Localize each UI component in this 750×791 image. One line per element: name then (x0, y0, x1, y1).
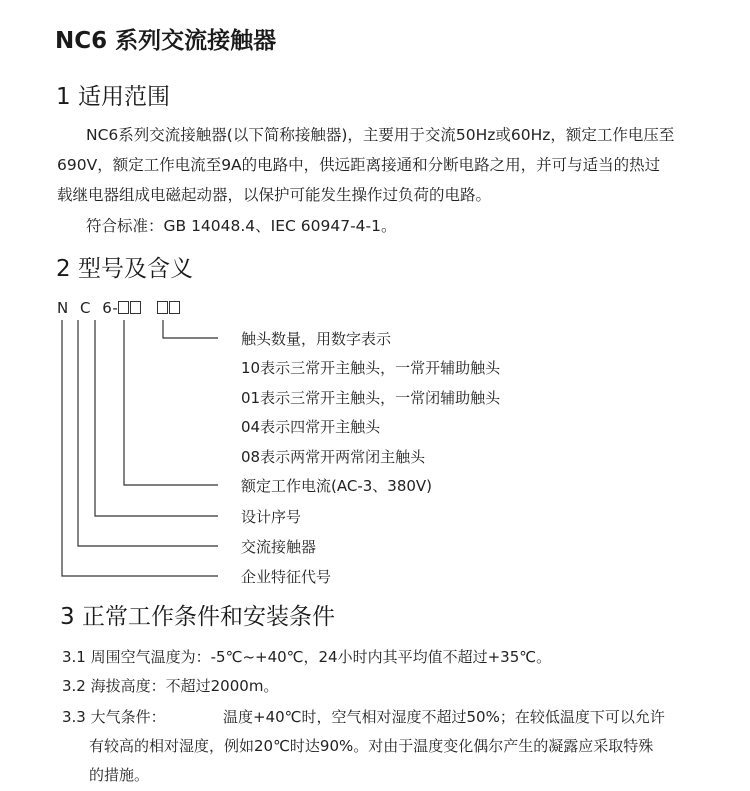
condition-3-3-cont-1: 有较高的相对湿度，例如20℃时达90%。对由于温度变化偶尔产生的凝露应采取特殊 (89, 737, 654, 755)
label-option-10: 10表示三常开主触头，一常开辅助触头 (241, 359, 501, 377)
line-design-number (95, 320, 218, 516)
section-1-para-line-1: NC6系列交流接触器(以下简称接触器)，主要用于交流50Hz或60Hz，额定工作电压至 (86, 126, 675, 144)
code-letter-n: N (57, 299, 69, 317)
section-1-para-line-3: 载继电器组成电磁起动器，以保护可能发生操作过负荷的电路。 (57, 186, 492, 204)
code-digit-6: 6 (102, 299, 113, 317)
condition-3-3-number: 3.3 (62, 708, 86, 726)
condition-3-1 (62, 643, 551, 672)
section-1-standard: 符合标准：GB 14048.4、IEC 60947-4-1。 (86, 217, 397, 235)
condition-3-1-text: 周围空气温度为：-5℃~+40℃，24小时内其平均值不超过+35℃。 (90, 648, 552, 666)
section-2-heading: 2 型号及含义 (56, 256, 193, 282)
condition-3-2 (62, 672, 278, 701)
condition-3-3-cont-2: 的措施。 (89, 766, 150, 784)
label-option-08: 08表示两常开两常闭主触头 (241, 448, 426, 466)
code-dash: - (112, 299, 119, 317)
code-letter-c: C (80, 299, 91, 317)
line-enterprise-code (62, 320, 218, 576)
label-option-01: 01表示三常开主触头，一常闭辅助触头 (241, 389, 501, 407)
page-title: NC6 系列交流接触器 (55, 28, 277, 54)
label-contact-count: 触头数量，用数字表示 (241, 330, 392, 348)
condition-3-2-number: 3.2 (62, 677, 86, 695)
label-rated-current: 额定工作电流(AC-3、380V) (241, 477, 433, 495)
condition-3-3-text: 温度+40℃时，空气相对湿度不超过50%；在较低温度下可以允许 (223, 708, 665, 726)
label-enterprise-code: 企业特征代号 (241, 568, 332, 586)
line-rated-current (124, 320, 218, 485)
line-contact-count (163, 320, 218, 338)
line-ac-contactor (78, 320, 218, 546)
label-option-04: 04表示四常开主触头 (241, 418, 381, 436)
label-ac-contactor: 交流接触器 (241, 538, 317, 556)
condition-3-2-text: 海拔高度：不超过2000m。 (90, 677, 279, 695)
condition-3-3-label: 大气条件： (90, 708, 166, 726)
condition-3-1-number: 3.1 (62, 648, 86, 666)
label-design-number: 设计序号 (241, 508, 302, 526)
condition-3-3 (62, 703, 166, 732)
section-3-heading: 3 正常工作条件和安装条件 (60, 604, 335, 630)
section-1-para-line-2: 690V，额定工作电流至9A的电路中，供远距离接通和分断电路之用，并可与适当的热过 (57, 156, 661, 174)
section-1-heading: 1 适用范围 (56, 84, 170, 110)
